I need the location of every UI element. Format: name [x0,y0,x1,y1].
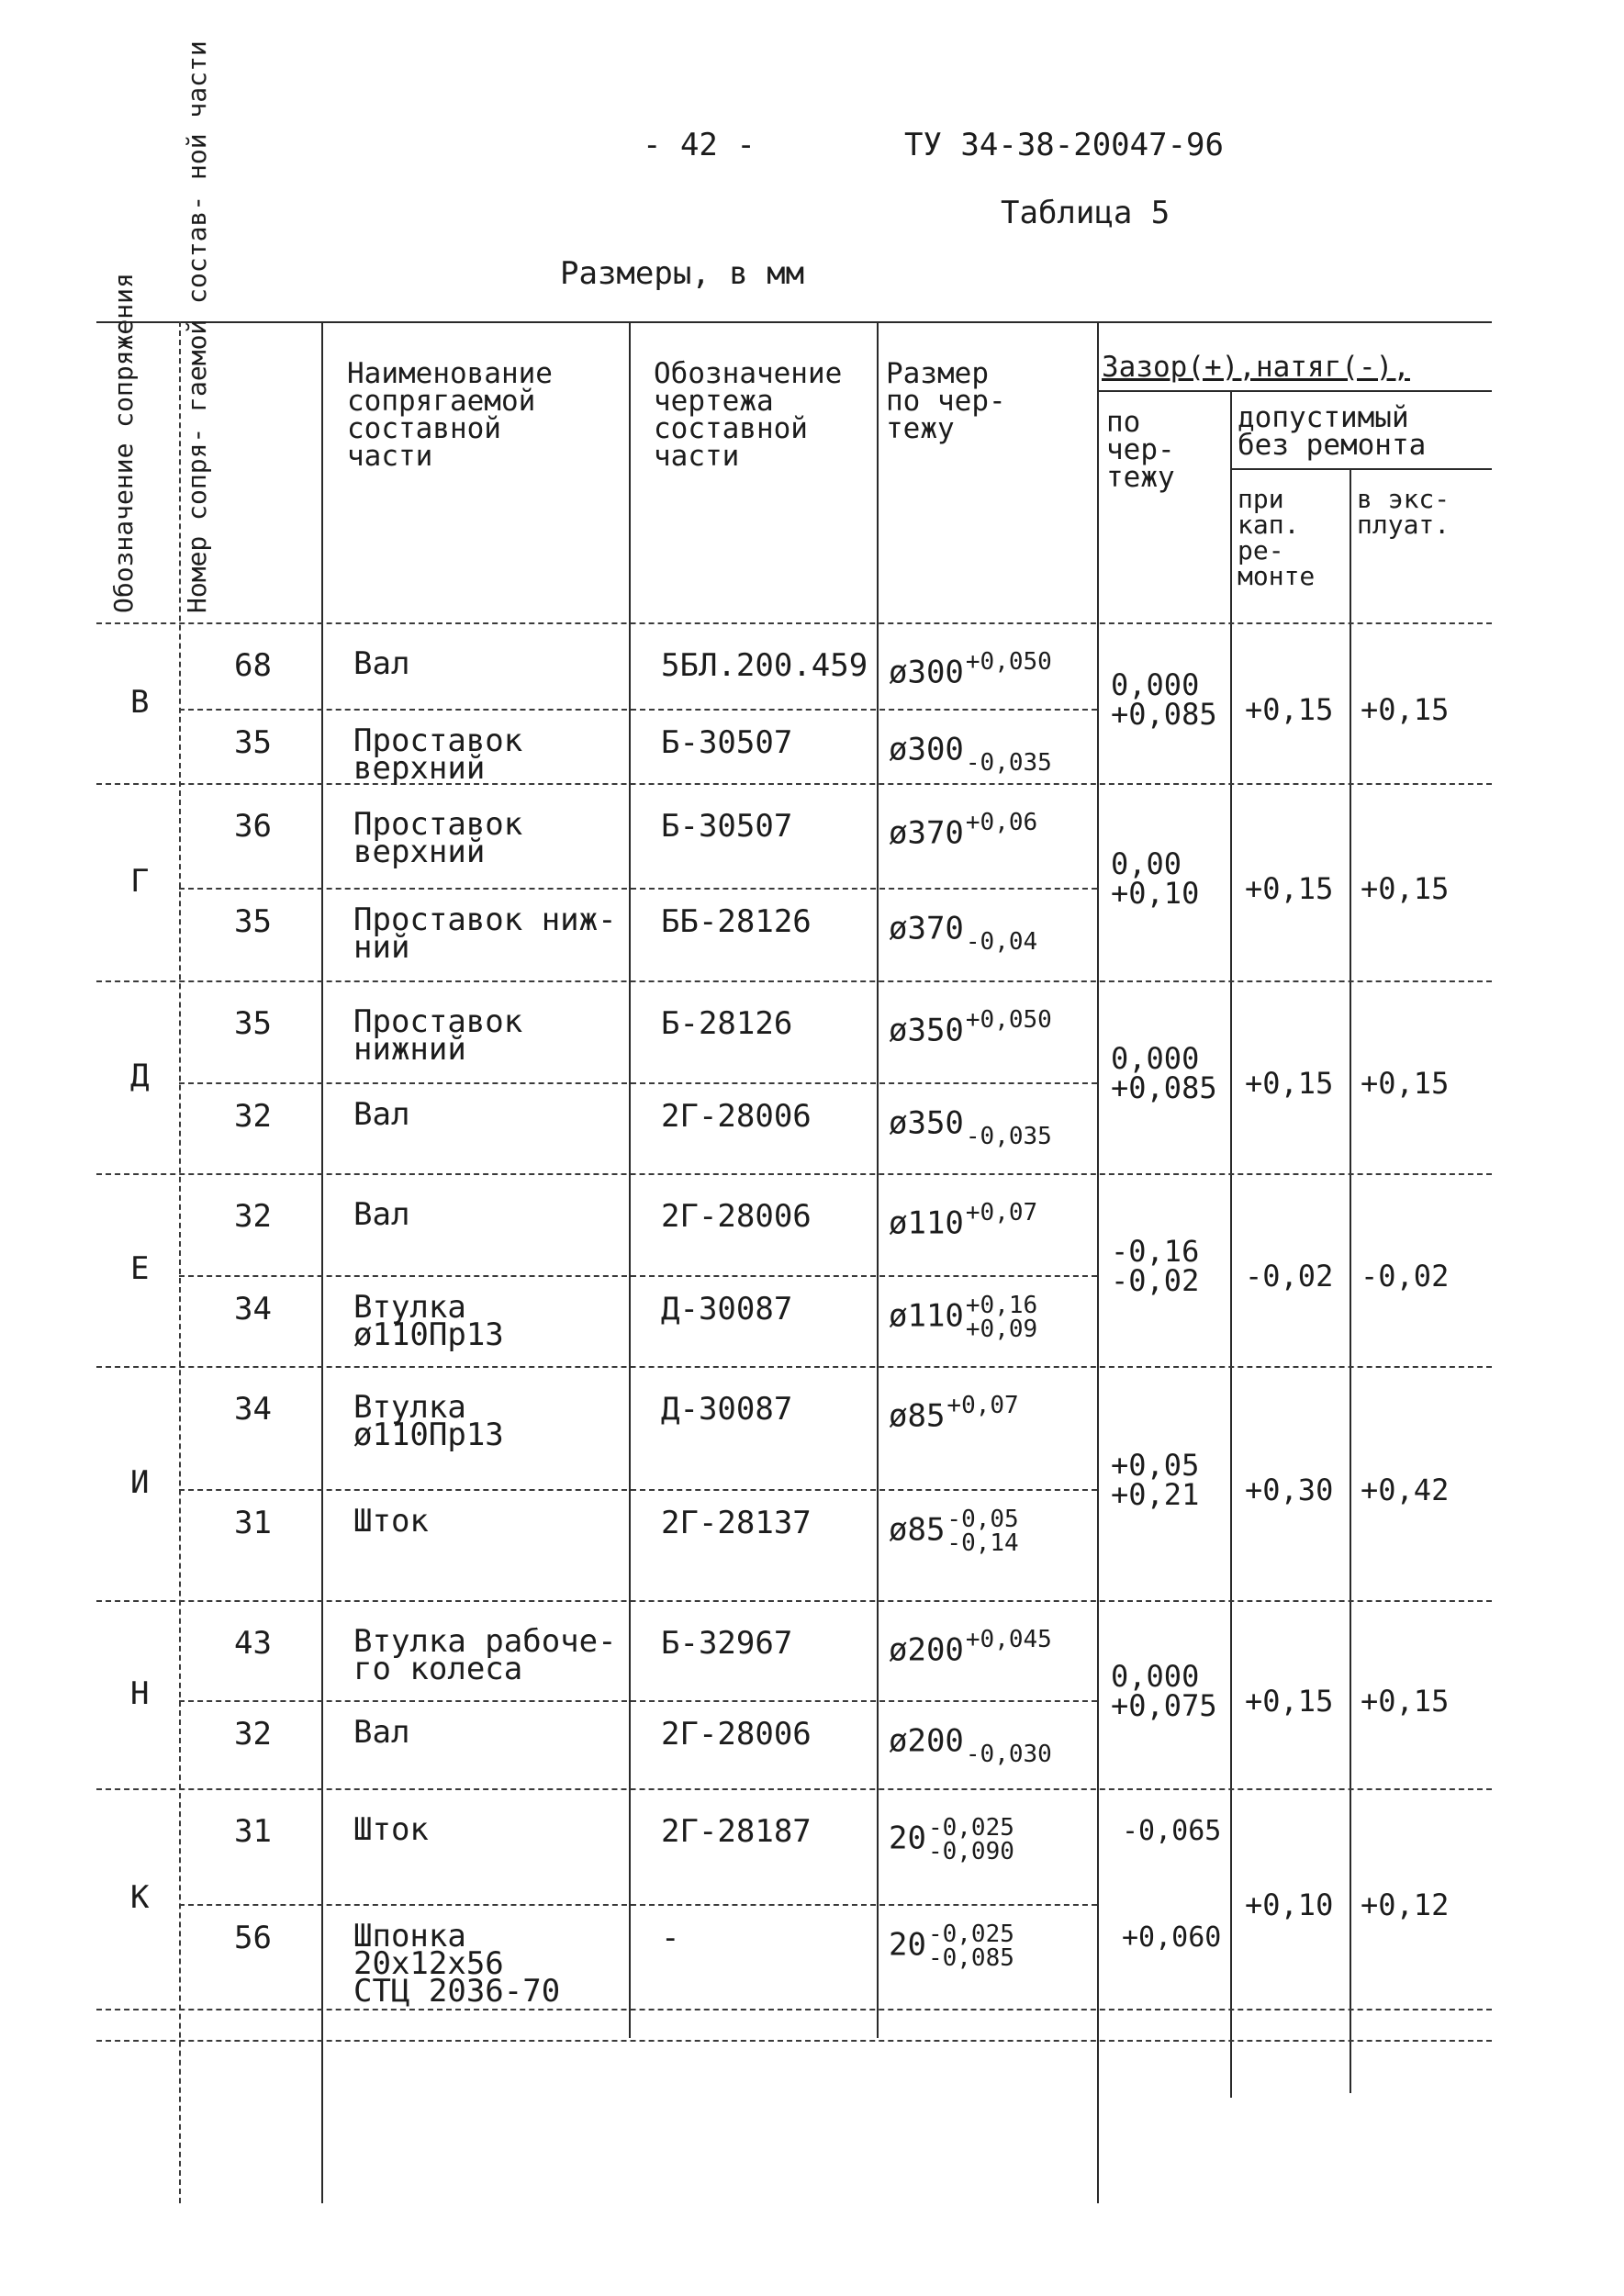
row-divider [179,709,1097,711]
header-clearance-drawing: по чер- тежу [1106,406,1175,494]
size-deviation [966,906,1037,954]
size-nominal: ø110 [889,1204,964,1242]
part-name: Вал [353,1096,410,1133]
size-deviation [966,1719,1052,1766]
clearance-operation: +0,15 [1361,871,1450,906]
document-code: ТУ 34-38-20047-96 [904,127,1224,163]
size-nominal: ø85 [889,1511,946,1549]
drawing-number: ББ-28126 [661,903,812,940]
deviation-lower: -0,035 [965,1123,1052,1150]
size-nominal: ø300 [889,654,964,691]
size-deviation [966,1294,1037,1341]
clearance-drawing: -0,16 -0,02 [1111,1234,1200,1298]
header-clearance-allowed: допустимый без ремонта [1238,401,1427,462]
deviation-upper: +0,06 [965,809,1038,836]
deviation-lower: -0,035 [965,749,1052,777]
drawing-number: 2Г-28137 [661,1505,812,1541]
drawing-number: Б-30507 [661,724,793,761]
deviation-lower [966,1652,1052,1675]
group-divider [96,2009,1492,2010]
deviation-lower: -0,14 [946,1529,1019,1557]
size-deviation [966,811,1037,858]
deviation-lower [966,1225,1037,1249]
joint-label: Е [130,1250,150,1287]
drawing-size [889,1101,1052,1148]
clearance-repair: +0,15 [1245,692,1334,727]
joint-label: К [130,1879,150,1916]
size-deviation [966,1008,1052,1056]
clearance-operation: +0,12 [1361,1887,1450,1922]
clearance-operation: +0,15 [1361,1684,1450,1719]
row-divider [179,1700,1097,1702]
group-divider [96,783,1492,785]
drawing-number: Д-30087 [661,1391,793,1428]
joint-label: И [130,1464,150,1501]
page-number: - 42 - [643,127,756,163]
part-name: Проставок верхний [353,806,523,870]
clearance-repair: +0,15 [1245,1066,1334,1101]
drawing-number: Б-28126 [661,1005,793,1042]
table-title: Таблица 5 [1001,195,1170,231]
clearance-drawing: -0,065 [1122,1815,1222,1847]
part-name: Шпонка 20х12х56 СТЦ 2036-70 [353,1918,561,2010]
part-number: 32 [234,1198,272,1235]
deviation-upper: -0,025 [927,1814,1014,1842]
size-nominal: ø85 [889,1397,946,1435]
deviation-upper [966,906,1037,930]
deviation-upper: +0,07 [965,1199,1038,1226]
size-deviation [966,727,1052,775]
joint-label: Д [130,1058,150,1094]
size-deviation [946,1507,1018,1555]
deviation-lower: -0,090 [927,1838,1014,1865]
part-number: 43 [234,1625,272,1662]
drawing-number: 2Г-28006 [661,1098,812,1135]
part-number: 34 [234,1291,272,1327]
part-name: Вал [353,1714,410,1751]
part-name: Шток [353,1811,429,1848]
size-deviation [966,1101,1052,1148]
clearance-drawing: 0,000 +0,085 [1111,1041,1217,1105]
header-drawing-number: Обозначение чертежа составной части [654,357,843,473]
clearance-repair: +0,15 [1245,871,1334,906]
deviation-lower [946,1417,1018,1441]
deviation-lower [966,1032,1052,1056]
clearance-operation: +0,15 [1361,1066,1450,1101]
deviation-upper [966,727,1052,751]
drawing-number: Д-30087 [661,1291,793,1327]
clearance-repair: -0,02 [1245,1259,1334,1294]
joint-label: Г [130,863,150,900]
drawing-size [889,906,1037,954]
group-divider [96,1600,1492,1602]
part-number: 34 [234,1391,272,1428]
joint-label: Н [130,1675,150,1712]
part-name: Втулка ø110Пр13 [353,1389,504,1453]
deviation-upper [966,1101,1052,1125]
drawing-size [889,1008,1052,1056]
row-divider [179,888,1097,890]
size-nominal: 20 [889,1820,926,1857]
drawing-size [889,1201,1037,1249]
drawing-size [889,811,1037,858]
joint-label: В [130,684,150,721]
header-joint-designation: Обозначение сопряжения [108,273,139,613]
drawing-number: 2Г-28006 [661,1198,812,1235]
part-name: Втулка ø110Пр13 [353,1289,504,1353]
size-nominal: ø350 [889,1104,964,1142]
clearance-repair: +0,30 [1245,1473,1334,1507]
part-number: 32 [234,1098,272,1135]
deviation-lower [966,834,1037,858]
size-nominal: ø370 [889,814,964,852]
table-end-line [96,2040,1492,2042]
drawing-size [889,1628,1052,1675]
drawing-size [889,1719,1052,1766]
drawing-size [889,1922,1014,1970]
drawing-size [889,727,1052,775]
clearance-drawing: 0,000 +0,085 [1111,667,1217,732]
clearance-operation: +0,42 [1361,1473,1450,1507]
size-deviation [966,1201,1037,1249]
drawing-number: - [661,1920,680,1956]
size-deviation [966,650,1052,698]
drawing-size [889,1507,1019,1555]
clearance-repair: +0,10 [1245,1887,1334,1922]
clearance-operation: -0,02 [1361,1259,1450,1294]
part-name: Проставок верхний [353,722,523,787]
group-divider [96,1366,1492,1368]
part-name: Вал [353,645,410,682]
size-nominal: ø110 [889,1297,964,1335]
header-part-number [182,40,212,613]
drawing-size [889,1394,1019,1441]
clearance-drawing: 0,000 +0,075 [1111,1659,1217,1723]
size-nominal: ø300 [889,731,964,768]
row-divider [179,1904,1097,1906]
deviation-upper: +0,045 [965,1626,1052,1653]
part-number: 56 [234,1920,272,1956]
deviation-upper: +0,07 [946,1392,1019,1419]
part-number: 32 [234,1716,272,1753]
part-number: 35 [234,1005,272,1042]
group-divider [96,1173,1492,1175]
drawing-size [889,1816,1014,1864]
size-nominal: ø200 [889,1722,964,1760]
deviation-lower: -0,04 [965,928,1038,956]
part-name: Шток [353,1503,429,1540]
header-clearance: Зазор(+),натяг(-), [1102,351,1410,384]
drawing-number: 5БЛ.200.459 [661,647,868,684]
part-name: Втулка рабоче- го колеса [353,1623,617,1687]
size-deviation [946,1394,1018,1441]
part-number: 35 [234,903,272,940]
row-divider [179,1082,1097,1084]
group-divider [96,980,1492,982]
size-nominal: ø370 [889,910,964,947]
drawing-number: Б-32967 [661,1625,793,1662]
header-clearance-operation: в экс- плуат. [1357,484,1450,540]
deviation-upper [966,1719,1052,1742]
drawing-number: 2Г-28187 [661,1813,812,1850]
size-deviation [928,1922,1014,1970]
drawing-size [889,650,1052,698]
header-clearance-repair: при кап. ре- монте [1238,484,1316,591]
size-nominal: ø200 [889,1631,964,1669]
size-deviation [966,1628,1052,1675]
size-nominal: 20 [889,1926,926,1964]
size-nominal: ø350 [889,1012,964,1049]
deviation-upper: +0,050 [965,648,1052,676]
deviation-upper: +0,050 [965,1006,1052,1034]
deviation-upper: -0,025 [927,1921,1014,1948]
part-name: Вал [353,1196,410,1233]
row-divider [179,1489,1097,1491]
group-divider [96,1788,1492,1790]
deviation-lower: -0,030 [965,1741,1052,1768]
clearance-drawing: +0,060 [1122,1921,1222,1954]
drawing-number: 2Г-28006 [661,1716,812,1753]
deviation-upper: -0,05 [946,1506,1019,1533]
drawing-number: Б-30507 [661,808,793,845]
header-drawing-size: Размер по чер- тежу [886,357,1006,445]
clearance-drawing: +0,05 +0,21 [1111,1448,1200,1512]
part-number: 31 [234,1505,272,1541]
clearance-repair: +0,15 [1245,1684,1334,1719]
deviation-lower: +0,09 [965,1316,1038,1343]
part-name: Проставок ниж- ний [353,902,617,966]
units-note: Размеры, в мм [560,255,805,292]
header-part-name: Наименование сопрягаемой составной части [347,357,553,473]
clearance-drawing: 0,00 +0,10 [1111,846,1200,911]
part-name: Проставок нижний [353,1003,523,1068]
drawing-size [889,1294,1037,1341]
part-number: 35 [234,724,272,761]
deviation-lower [966,674,1052,698]
part-number: 31 [234,1813,272,1850]
clearance-operation: +0,15 [1361,692,1450,727]
deviation-lower: -0,085 [927,1944,1014,1972]
header-part-number-text: Номер сопря- гаемой состав- ной части [182,40,212,613]
part-number: 68 [234,647,272,684]
size-deviation [928,1816,1014,1864]
deviation-upper: +0,16 [965,1292,1038,1319]
row-divider [179,1275,1097,1277]
part-number: 36 [234,808,272,845]
